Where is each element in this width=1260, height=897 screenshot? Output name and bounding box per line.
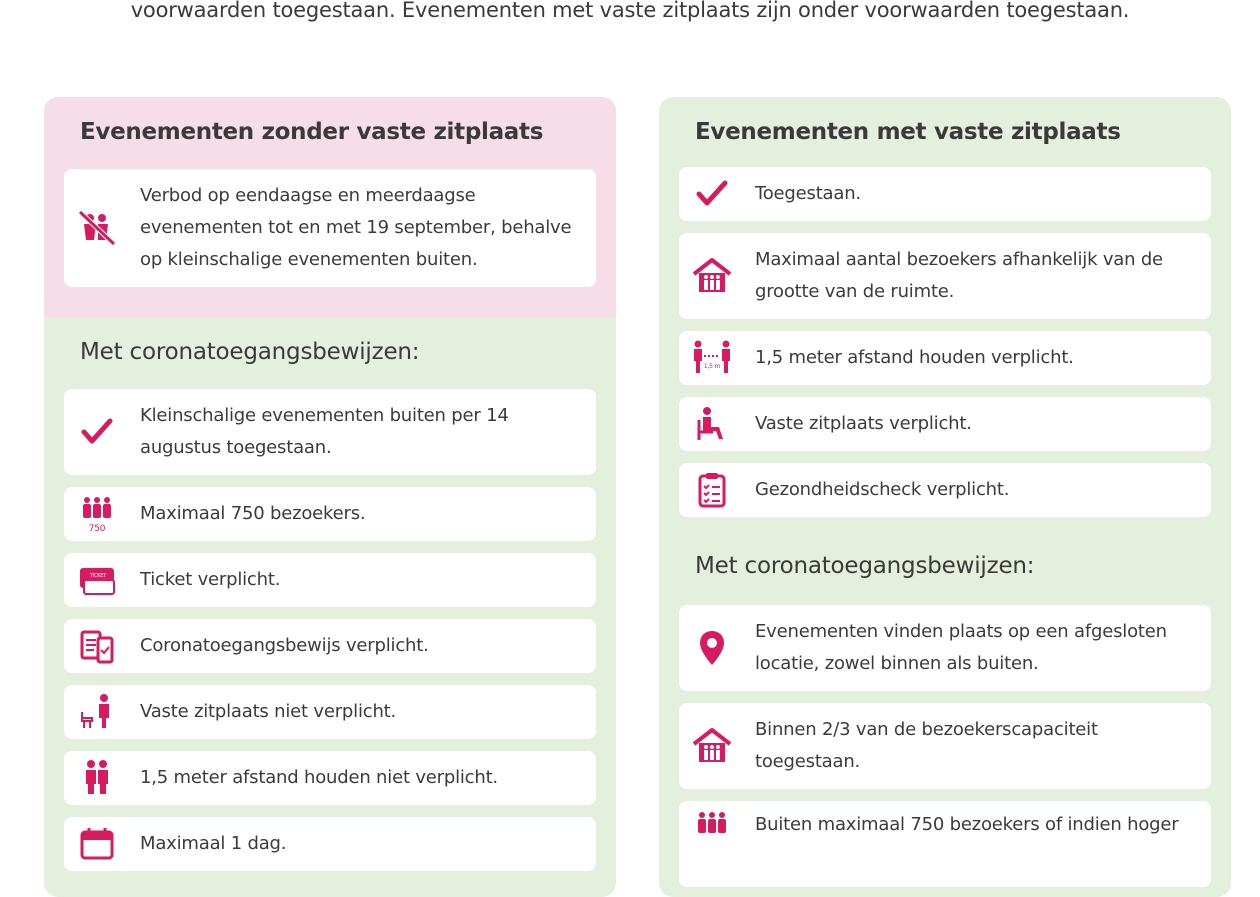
check-icon <box>74 412 120 452</box>
item-text: Gezondheidscheck verplicht. <box>755 479 1010 500</box>
list-item <box>679 463 1211 517</box>
people-icon <box>689 809 735 849</box>
list-item <box>64 389 596 475</box>
distance-badge: 1,5 m <box>703 363 721 370</box>
intro-text: voorwaarden toegestaan. Evenementen met vaste zitplaats zijn onder voorwaarden toegestaan. <box>130 0 1130 22</box>
list-item <box>64 685 596 739</box>
item-text: 1,5 meter afstand houden verplicht. <box>755 347 1074 368</box>
people-750-icon <box>74 494 120 534</box>
person-chair-icon <box>74 692 120 732</box>
item-text: Maximaal aantal bezoekers afhankelijk van de grootte van de ruimte. <box>755 249 1163 302</box>
list-item <box>679 605 1211 691</box>
item-text: Buiten maximaal 750 bezoekers of indien hoger <box>755 814 1179 835</box>
section-title: Met coronatoegangsbewijzen: <box>80 339 420 365</box>
item-text: Vaste zitplaats niet verplicht. <box>140 701 397 722</box>
list-item <box>679 331 1211 385</box>
two-people-icon <box>74 758 120 798</box>
right-item-list-2 <box>659 605 1231 887</box>
left-item-list <box>44 389 616 871</box>
column-with-fixed-seat <box>659 97 1231 897</box>
item-text: Kleinschalige evenementen buiten per 14 augustus toegestaan. <box>140 405 509 458</box>
column-title: Evenementen zonder vaste zitplaats <box>80 119 544 145</box>
list-item <box>679 801 1211 887</box>
column-without-fixed-seat <box>44 97 616 897</box>
list-item <box>64 619 596 673</box>
house-people-icon <box>689 726 735 766</box>
item-text: Coronatoegangsbewijs verplicht. <box>140 635 429 656</box>
house-people-icon <box>689 256 735 296</box>
item-text: Maximaal 750 bezoekers. <box>140 503 366 524</box>
list-item <box>64 487 596 541</box>
distance-icon <box>689 338 735 378</box>
ban-item <box>64 169 596 287</box>
item-text: Verbod op eendaagse en meerdaagse evenementen tot en met 19 september, behalve op kleinschalige evenementen buiten. <box>140 185 572 270</box>
phone-document-icon <box>74 626 120 666</box>
calendar-icon <box>74 824 120 864</box>
ticket-badge: TICKET <box>89 573 107 579</box>
item-text: 1,5 meter afstand houden niet verplicht. <box>140 767 498 788</box>
list-item <box>679 167 1211 221</box>
item-text: Evenementen vinden plaats op een afgesloten locatie, zowel binnen als buiten. <box>755 621 1167 674</box>
clipboard-icon <box>689 470 735 510</box>
seated-person-icon <box>689 404 735 444</box>
ticket-icon <box>74 560 120 600</box>
check-icon <box>689 174 735 214</box>
location-pin-icon <box>689 628 735 668</box>
section-title: Met coronatoegangsbewijzen: <box>695 553 1035 579</box>
people-badge: 750 <box>88 524 106 534</box>
column-title: Evenementen met vaste zitplaats <box>695 119 1121 145</box>
item-text: Toegestaan. <box>755 183 861 204</box>
list-item <box>679 397 1211 451</box>
right-item-list <box>659 167 1231 517</box>
list-item <box>64 751 596 805</box>
item-text: Binnen 2/3 van de bezoekerscapaciteit toegestaan. <box>755 719 1098 772</box>
item-text: Vaste zitplaats verplicht. <box>755 413 972 434</box>
item-text: Ticket verplicht. <box>140 569 281 590</box>
list-item <box>679 233 1211 319</box>
list-item <box>64 553 596 607</box>
item-text: Maximaal 1 dag. <box>140 833 287 854</box>
list-item <box>64 817 596 871</box>
pink-header-block <box>44 97 616 317</box>
no-gathering-icon <box>74 208 120 248</box>
list-item <box>679 703 1211 789</box>
